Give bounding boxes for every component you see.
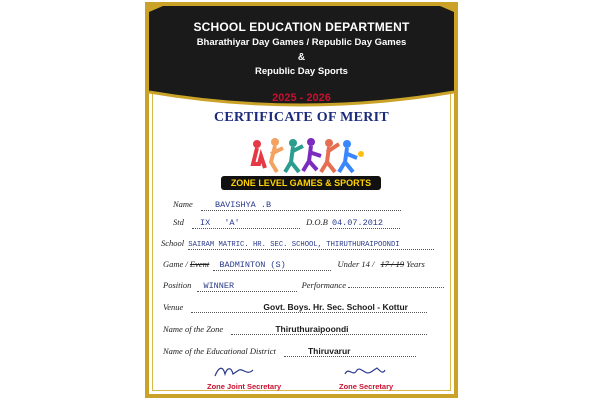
district-label: Name of the Educational District xyxy=(163,346,276,356)
joint-secretary-label: Zone Joint Secretary xyxy=(207,382,282,391)
name-label: Name xyxy=(173,199,193,209)
certificate-title: CERTIFICATE OF MERIT xyxy=(213,110,390,125)
games-line: Bharathiyar Day Games / Republic Day Games xyxy=(196,37,407,48)
name-value: BAVISHYA .B xyxy=(214,200,272,210)
zone-row xyxy=(163,324,427,335)
game-label: Game / xyxy=(163,259,188,269)
department-title: SCHOOL EDUCATION DEPARTMENT xyxy=(193,20,410,34)
std-label: Std xyxy=(173,217,184,227)
dob-line xyxy=(330,217,400,229)
name-row xyxy=(173,199,401,211)
venue-row xyxy=(163,302,427,313)
venue-value: Govt. Boys. Hr. Sec. School - Kottur xyxy=(263,302,408,312)
zone-label: Name of the Zone xyxy=(163,324,224,334)
academic-year: 2025 - 2026 xyxy=(272,92,331,104)
section-value: 'A' xyxy=(224,218,240,228)
position-value: WINNER xyxy=(203,281,235,291)
school-row xyxy=(161,238,434,250)
zone-value: Thiruthuraipoondi xyxy=(275,324,349,334)
under-label: Under 14 / xyxy=(337,259,375,269)
game-value: BADMINTON (S) xyxy=(219,260,286,270)
event-label: Event xyxy=(189,259,210,269)
zone-line xyxy=(231,324,427,335)
years-label: Years xyxy=(406,259,425,269)
std-row xyxy=(173,217,400,229)
position-line xyxy=(197,280,297,292)
district-value: Thiruvarur xyxy=(307,346,351,356)
under-struck: 17 / 19 xyxy=(380,259,405,269)
dob-value: 04.07.2012 xyxy=(331,218,383,228)
sports-silhouettes-icon xyxy=(247,134,367,176)
school-label: School xyxy=(161,238,185,248)
position-row xyxy=(163,280,444,292)
venue-label: Venue xyxy=(163,302,184,312)
position-label: Position xyxy=(163,280,192,290)
dob-label: D.O.B xyxy=(306,217,328,227)
std-value: IX xyxy=(200,218,211,228)
sports-line: Republic Day Sports xyxy=(255,66,348,77)
school-line xyxy=(188,238,434,250)
joint-secretary-signature-icon xyxy=(213,364,259,380)
std-line xyxy=(192,217,300,229)
game-line xyxy=(213,259,331,271)
performance-line xyxy=(348,287,444,288)
performance-label: Performance xyxy=(301,280,346,290)
district-row xyxy=(163,346,416,357)
certificate xyxy=(145,2,458,398)
zone-level-banner: ZONE LEVEL GAMES & SPORTS xyxy=(221,176,381,190)
district-line xyxy=(284,346,416,357)
name-line xyxy=(201,199,401,211)
ampersand: & xyxy=(297,52,306,63)
venue-line xyxy=(191,302,427,313)
zone-secretary-signature-icon xyxy=(341,364,387,380)
game-row xyxy=(163,259,425,271)
zone-secretary-label: Zone Secretary xyxy=(339,382,394,391)
school-value: SAIRAM MATRIC. HR. SEC. SCHOOL, THIRUTHURAIPOONDI xyxy=(188,241,400,249)
